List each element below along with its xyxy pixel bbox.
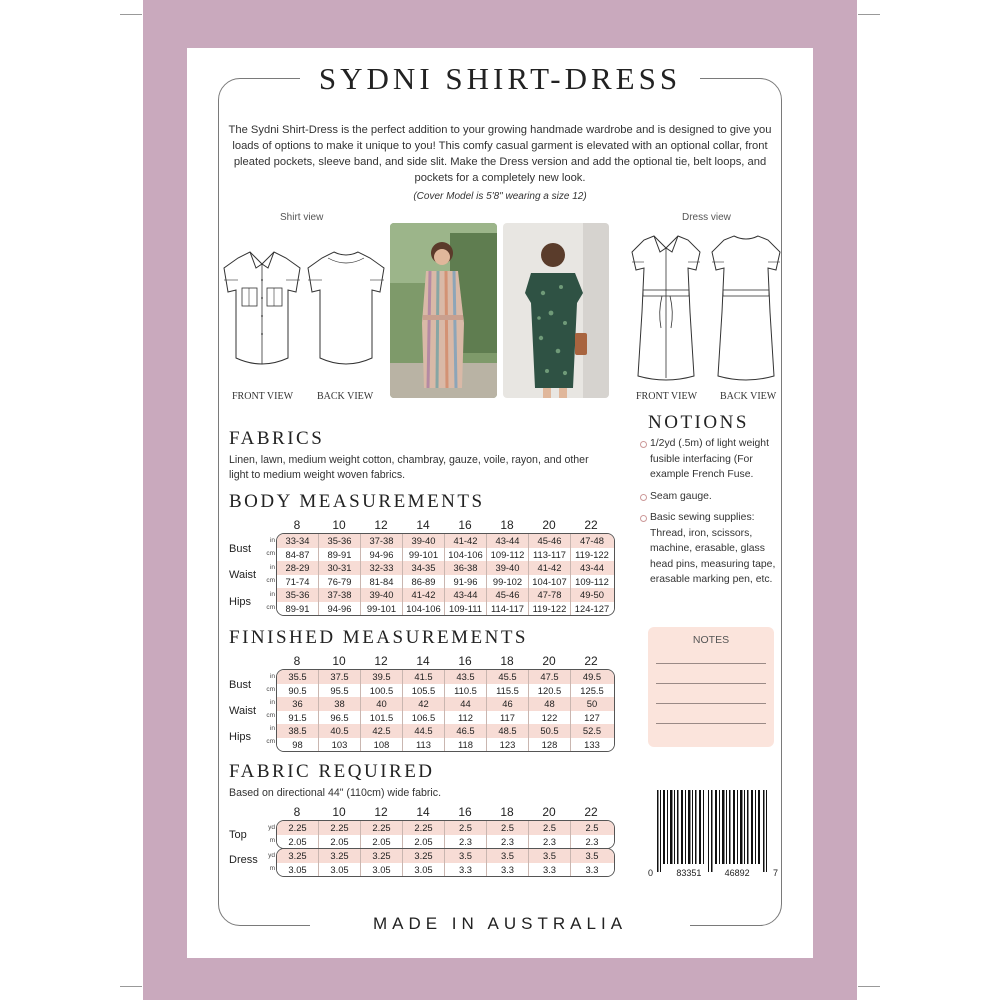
cell: 86-89 xyxy=(403,575,445,589)
page-title: SYDNI SHIRT-DRESS xyxy=(318,61,682,96)
cell: 3.05 xyxy=(361,863,403,877)
cell: 43-44 xyxy=(445,588,487,602)
barcode-digit: 0 xyxy=(648,868,654,878)
notes-line xyxy=(656,683,766,684)
cell: 2.3 xyxy=(487,835,529,849)
footer-band xyxy=(310,906,690,942)
cell: 95.5 xyxy=(319,684,361,698)
cell: 32-33 xyxy=(361,561,403,575)
waist-row-label: Waist xyxy=(229,569,257,581)
size-header-row xyxy=(276,805,612,819)
cell: 2.3 xyxy=(585,835,599,847)
cell: 2.25 xyxy=(277,821,319,835)
cell: 33-34 xyxy=(277,534,319,548)
cell: 119-122 xyxy=(529,602,571,616)
cell: 2.25 xyxy=(361,821,403,835)
cell: 3.25 xyxy=(361,849,403,863)
unit-m: m xyxy=(269,837,275,844)
cell: 42.5 xyxy=(361,724,403,738)
size-label: 20 xyxy=(542,805,556,819)
cell: 37-38 xyxy=(319,588,361,602)
cell: 41-42 xyxy=(445,534,487,548)
barcode-digit: 46892 xyxy=(724,868,750,878)
cell: 42 xyxy=(403,697,445,711)
cell: 109-112 xyxy=(487,548,529,562)
cell: 108 xyxy=(361,738,403,752)
cell: 3.05 xyxy=(403,863,445,877)
unit-cm: cm xyxy=(266,577,275,584)
dress-row-label: Dress xyxy=(229,854,258,866)
cell: 122 xyxy=(529,711,571,725)
cell: 40.5 xyxy=(319,724,361,738)
cell: 2.5 xyxy=(529,821,571,835)
cell: 110.5 xyxy=(445,684,487,698)
fabric-dress-table xyxy=(276,848,615,877)
size-label: 20 xyxy=(542,654,556,668)
cell: 120.5 xyxy=(529,684,571,698)
size-label: 22 xyxy=(584,518,598,532)
cell: 99-101 xyxy=(403,548,445,562)
shirt-back-illustration xyxy=(306,246,386,374)
cell: 2.5 xyxy=(585,822,599,833)
cell: 43-44 xyxy=(580,562,604,573)
size-label: 22 xyxy=(584,654,598,668)
notion-item: Basic sewing supplies: Thread, iron, scissors, machine, erasable, glass head pins, measuring tape, erasable marking pen, etc. xyxy=(640,510,780,588)
cell: 3.05 xyxy=(277,863,319,877)
bust-cm-row xyxy=(277,684,614,698)
dress-view-label: Dress view xyxy=(682,212,731,223)
cell: 45-46 xyxy=(487,588,529,602)
unit-cm: cm xyxy=(266,604,275,611)
cell: 117 xyxy=(487,711,529,725)
crop-mark xyxy=(858,986,880,987)
cell: 99-102 xyxy=(487,575,529,589)
cell: 2.05 xyxy=(403,835,445,849)
cell: 35.5 xyxy=(277,670,319,684)
cell: 106.5 xyxy=(403,711,445,725)
waist-cm-row xyxy=(277,711,614,725)
cell: 76-79 xyxy=(319,575,361,589)
body-measurements-heading: BODY MEASUREMENTS xyxy=(229,491,485,512)
size-label: 18 xyxy=(500,654,514,668)
cell: 44.5 xyxy=(403,724,445,738)
model-note: (Cover Model is 5'8" wearing a size 12) xyxy=(413,191,587,202)
cell: 39-40 xyxy=(487,561,529,575)
cell: 3.5 xyxy=(529,849,571,863)
cell: 46 xyxy=(487,697,529,711)
size-header-row xyxy=(276,518,612,532)
cell: 94-96 xyxy=(319,602,361,616)
cell: 3.5 xyxy=(445,849,487,863)
cell: 3.3 xyxy=(529,863,571,877)
cell: 71-74 xyxy=(277,575,319,589)
cell: 38 xyxy=(319,697,361,711)
shirt-front-caption: FRONT VIEW xyxy=(232,391,294,402)
model-photo-front xyxy=(390,223,497,398)
cell: 37-38 xyxy=(361,534,403,548)
dress-back-caption: BACK VIEW xyxy=(720,391,777,402)
notions-heading: NOTIONS xyxy=(648,412,749,433)
cell: 43.5 xyxy=(445,670,487,684)
title-band xyxy=(300,54,700,104)
hips-in-row xyxy=(277,588,614,602)
cell: 98 xyxy=(277,738,319,752)
unit-in: in xyxy=(269,564,275,571)
bust-in-row xyxy=(277,534,614,548)
barcode-digits xyxy=(648,868,778,878)
fabrics-text: Linen, lawn, medium weight cotton, chambray, gauze, voile, rayon, and other light to medium weight woven fabrics. xyxy=(229,454,589,481)
cell: 112 xyxy=(445,711,487,725)
waist-in-row xyxy=(277,561,614,575)
crop-mark xyxy=(858,14,880,15)
cell: 2.5 xyxy=(445,821,487,835)
dress-front-caption: FRONT VIEW xyxy=(636,391,698,402)
size-label: 14 xyxy=(416,805,430,819)
bust-cm-row xyxy=(277,548,614,562)
size-label: 8 xyxy=(293,518,301,532)
size-label: 16 xyxy=(458,518,472,532)
notes-line xyxy=(656,663,766,664)
cell: 47-78 xyxy=(529,588,571,602)
size-label: 14 xyxy=(416,654,430,668)
size-label: 22 xyxy=(584,805,598,819)
cell: 81-84 xyxy=(361,575,403,589)
size-label: 18 xyxy=(500,805,514,819)
cell: 3.25 xyxy=(403,849,445,863)
dress-m-row xyxy=(277,863,614,877)
cell: 96.5 xyxy=(319,711,361,725)
size-label: 16 xyxy=(458,654,472,668)
cell: 39-40 xyxy=(403,534,445,548)
cell: 3.25 xyxy=(277,849,319,863)
footer-text: MADE IN AUSTRALIA xyxy=(372,914,628,933)
hips-row-label: Hips xyxy=(229,731,252,743)
size-label: 10 xyxy=(332,805,346,819)
hips-row-label: Hips xyxy=(229,596,252,608)
bust-row-label: Bust xyxy=(229,679,252,691)
cell: 36 xyxy=(277,697,319,711)
notes-line xyxy=(656,723,766,724)
hips-in-row xyxy=(277,724,614,738)
model-photo-back xyxy=(503,223,609,398)
cell: 104-106 xyxy=(403,602,445,616)
unit-cm: cm xyxy=(266,738,275,745)
cell: 124-127 xyxy=(574,602,610,614)
cell: 2.5 xyxy=(487,821,529,835)
bust-in-row xyxy=(277,670,614,684)
top-row-label: Top xyxy=(229,829,247,841)
notes-title: NOTES xyxy=(692,634,730,646)
size-label: 8 xyxy=(293,654,301,668)
unit-m: m xyxy=(269,865,275,872)
unit-cm: cm xyxy=(266,686,275,693)
cell: 3.3 xyxy=(487,863,529,877)
size-label: 12 xyxy=(374,805,388,819)
cell: 41-42 xyxy=(529,561,571,575)
cell: 94-96 xyxy=(361,548,403,562)
cell: 2.3 xyxy=(445,835,487,849)
cell: 133 xyxy=(584,738,600,750)
barcode xyxy=(655,790,773,872)
waist-in-row xyxy=(277,697,614,711)
size-label: 14 xyxy=(416,518,430,532)
cell: 89-91 xyxy=(277,602,319,616)
cell: 127 xyxy=(584,711,600,723)
size-label: 20 xyxy=(542,518,556,532)
notion-item: 1/2yd (.5m) of light weight fusible interfacing (For example French Fuse. xyxy=(640,436,780,483)
bust-row-label: Bust xyxy=(229,543,252,555)
dress-yd-row xyxy=(277,849,614,863)
cell: 43-44 xyxy=(487,534,529,548)
size-label: 18 xyxy=(500,518,514,532)
waist-row-label: Waist xyxy=(229,705,257,717)
cell: 49-50 xyxy=(580,589,604,600)
cell: 118 xyxy=(445,738,487,752)
cell: 41.5 xyxy=(403,670,445,684)
cell: 3.05 xyxy=(319,863,361,877)
cell: 2.3 xyxy=(529,835,571,849)
cell: 119-122 xyxy=(575,548,609,560)
size-header-row xyxy=(276,654,612,668)
cell: 90.5 xyxy=(277,684,319,698)
cell: 34-35 xyxy=(403,561,445,575)
cell: 103 xyxy=(319,738,361,752)
crop-mark xyxy=(120,986,142,987)
cell: 46.5 xyxy=(445,724,487,738)
unit-in: in xyxy=(269,673,275,680)
unit-cm: cm xyxy=(266,712,275,719)
size-label: 12 xyxy=(374,518,388,532)
hips-cm-row xyxy=(277,738,614,752)
cell: 2.25 xyxy=(403,821,445,835)
cell: 50.5 xyxy=(529,724,571,738)
cell: 40 xyxy=(361,697,403,711)
cell: 35-36 xyxy=(319,534,361,548)
cell: 38.5 xyxy=(277,724,319,738)
cell: 2.05 xyxy=(277,835,319,849)
shirt-back-caption: BACK VIEW xyxy=(317,391,374,402)
cell: 84-87 xyxy=(277,548,319,562)
cell: 99-101 xyxy=(361,602,403,616)
cell: 123 xyxy=(487,738,529,752)
shirt-view-label: Shirt view xyxy=(280,212,324,223)
cell: 109-111 xyxy=(445,602,487,616)
cell: 3.25 xyxy=(319,849,361,863)
cell: 48.5 xyxy=(487,724,529,738)
crop-mark xyxy=(120,14,142,15)
body-measurements-table xyxy=(276,533,615,616)
cell: 44 xyxy=(445,697,487,711)
dress-back-illustration xyxy=(708,232,784,384)
cell: 125.5 xyxy=(580,684,604,696)
notes-box xyxy=(648,627,774,747)
cell: 2.25 xyxy=(319,821,361,835)
fabric-top-table xyxy=(276,820,615,849)
cell: 89-91 xyxy=(319,548,361,562)
cell: 47-48 xyxy=(580,535,604,546)
shirt-front-illustration xyxy=(222,246,302,374)
fabric-required-heading: FABRIC REQUIRED xyxy=(229,761,435,782)
cell: 109-112 xyxy=(575,575,609,587)
cell: 128 xyxy=(529,738,571,752)
unit-in: in xyxy=(269,699,275,706)
unit-in: in xyxy=(269,725,275,732)
cell: 91.5 xyxy=(277,711,319,725)
cell: 105.5 xyxy=(403,684,445,698)
size-label: 16 xyxy=(458,805,472,819)
cell: 39-40 xyxy=(361,588,403,602)
unit-cm: cm xyxy=(266,550,275,557)
top-m-row xyxy=(277,835,614,849)
cell: 48 xyxy=(529,697,571,711)
notes-line xyxy=(656,703,766,704)
unit-yd: yd xyxy=(268,824,275,831)
barcode-digit: 7 xyxy=(772,868,778,878)
cell: 28-29 xyxy=(277,561,319,575)
cell: 100.5 xyxy=(361,684,403,698)
unit-in: in xyxy=(269,591,275,598)
cell: 2.05 xyxy=(361,835,403,849)
cell: 114-117 xyxy=(487,602,529,616)
cell: 91-96 xyxy=(445,575,487,589)
cell: 41-42 xyxy=(403,588,445,602)
size-label: 12 xyxy=(374,654,388,668)
cell: 45.5 xyxy=(487,670,529,684)
cell: 104-106 xyxy=(445,548,487,562)
cell: 50 xyxy=(586,698,598,709)
unit-yd: yd xyxy=(268,852,275,859)
hips-cm-row xyxy=(277,602,614,616)
cell: 2.05 xyxy=(319,835,361,849)
finished-measurements-heading: FINISHED MEASUREMENTS xyxy=(229,627,528,648)
waist-cm-row xyxy=(277,575,614,589)
cell: 113 xyxy=(403,738,445,752)
fabric-required-note: Based on directional 44" (110cm) wide fabric. xyxy=(229,787,442,799)
unit-in: in xyxy=(269,537,275,544)
notion-item: Seam gauge. xyxy=(640,489,780,505)
cell: 113-117 xyxy=(529,548,571,562)
cell: 52.5 xyxy=(582,725,602,736)
intro-text: The Sydni Shirt-Dress is the perfect addition to your growing handmade wardrobe and is designed to give you loads of options to make it unique to you! This comfy casual garment is elevated with an optional collar, front pleated pockets, sleeve band, and side slit. Make the Dress version and add the optional tie, belt loops, and pockets for a completely new look. xyxy=(228,124,772,184)
cell: 47.5 xyxy=(529,670,571,684)
cell: 3.3 xyxy=(585,863,599,875)
cell: 49.5 xyxy=(582,671,602,682)
dress-front-illustration xyxy=(628,232,704,384)
cell: 3.5 xyxy=(487,849,529,863)
cell: 39.5 xyxy=(361,670,403,684)
notions-list xyxy=(640,436,780,594)
barcode-digit: 83351 xyxy=(676,868,702,878)
cell: 101.5 xyxy=(361,711,403,725)
cell: 3.5 xyxy=(585,850,599,861)
cell: 35-36 xyxy=(277,588,319,602)
cell: 3.3 xyxy=(445,863,487,877)
cell: 36-38 xyxy=(445,561,487,575)
top-yd-row xyxy=(277,821,614,835)
size-label: 10 xyxy=(332,518,346,532)
fabrics-heading: FABRICS xyxy=(229,428,325,449)
cell: 45-46 xyxy=(529,534,571,548)
size-label: 10 xyxy=(332,654,346,668)
finished-measurements-table xyxy=(276,669,615,752)
cell: 104-107 xyxy=(529,575,571,589)
cell: 115.5 xyxy=(487,684,529,698)
cell: 37.5 xyxy=(319,670,361,684)
size-label: 8 xyxy=(293,805,301,819)
cell: 30-31 xyxy=(319,561,361,575)
